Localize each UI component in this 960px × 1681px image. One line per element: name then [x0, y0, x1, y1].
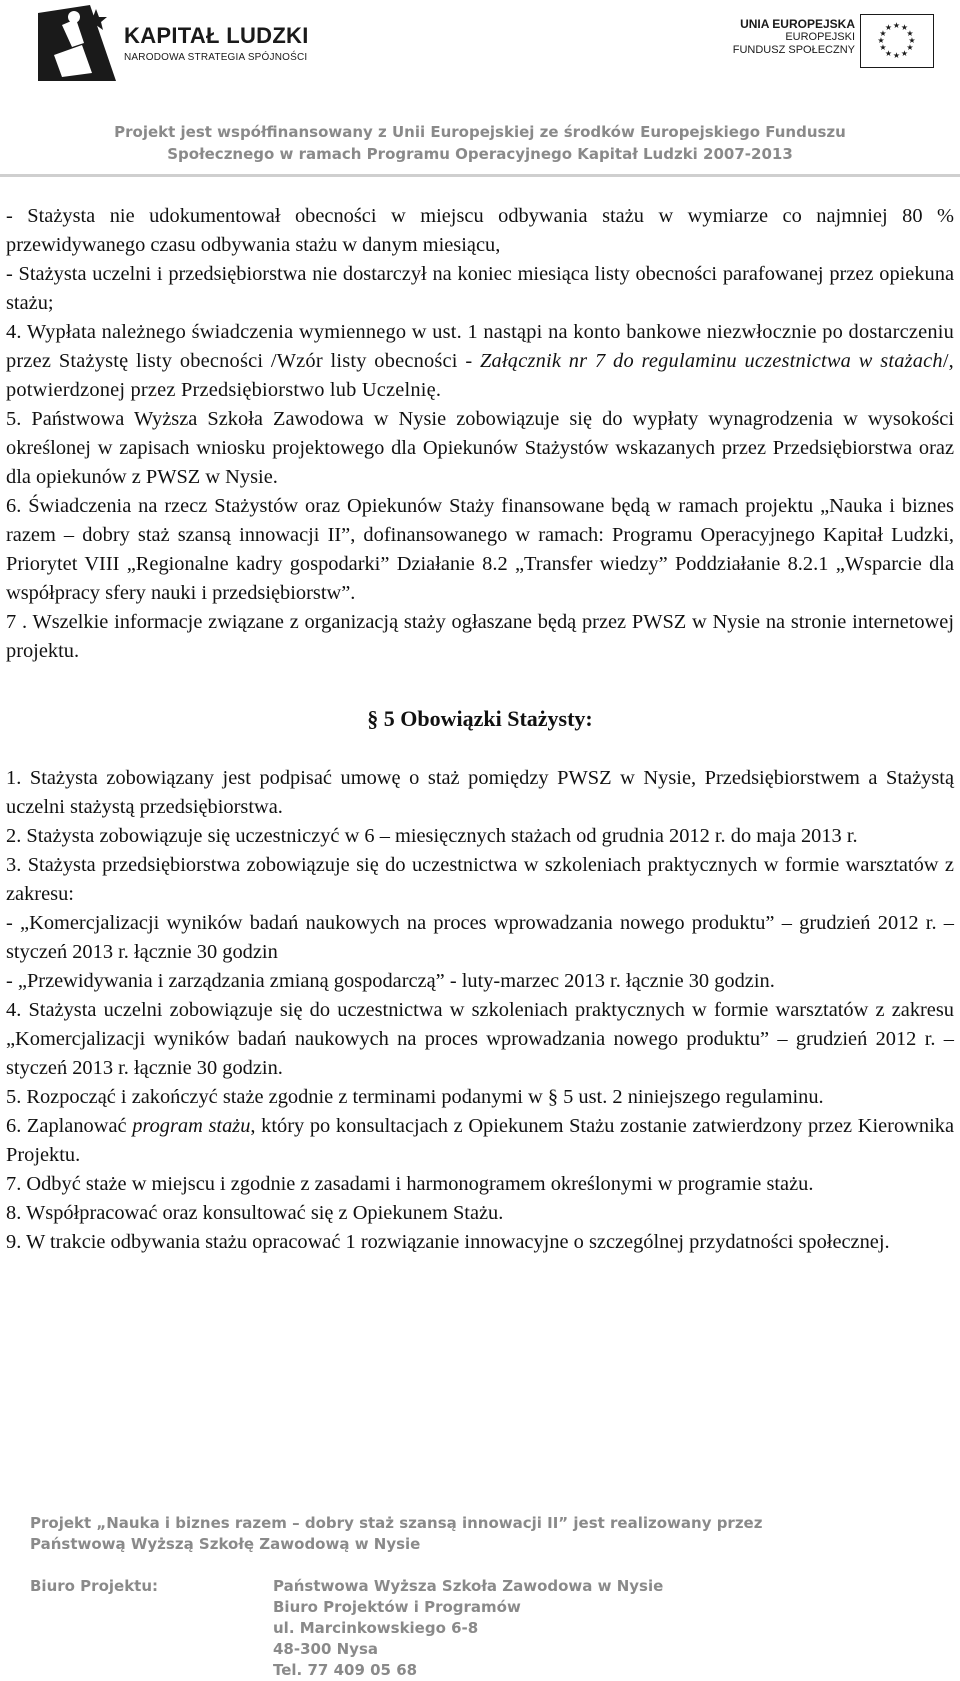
duty-item-9: 9. W trakcie odbywania stażu opracować 1 rozwiązanie innowacyjne o szczególnej przydatności społecznej.	[6, 1231, 890, 1253]
ue-logo-text	[733, 18, 855, 57]
footer-project-office	[30, 1576, 940, 1681]
footer-project-line2: Państwową Wyższą Szkołę Zawodową w Nysie	[30, 1535, 421, 1553]
svg-text:★: ★	[879, 43, 887, 52]
kapital-ludzki-logo	[32, 3, 309, 85]
ue-logo-line3: FUNDUSZ SPOŁECZNY	[732, 44, 855, 56]
footer-office-line: ul. Marcinkowskiego 6-8	[273, 1619, 479, 1637]
page-header	[0, 0, 960, 178]
paragraph-attendance-condition: - Stażysta nie udokumentował obecności w miejscu odbywania stażu w wymiarze co najmniej 80 % przewidywanego czasu odbywania stażu w danym miesiącu,	[6, 205, 954, 256]
duty-item-8: 8. Współpracować oraz konsultować się z Opiekunem Stażu.	[6, 1202, 504, 1224]
duty-item-4: 4. Stażysta uczelni zobowiązuje się do uczestnictwa w szkoleniach praktycznych w formie warsztatów z zakresu „Komercjalizacji wyników badań naukowych na proces wprowadzania nowego produktu” – grudzień 2012 r. – styczeń 2013 r. łącznie 30 godzin.	[6, 999, 954, 1079]
document-body	[6, 202, 954, 1257]
duty-6-text-a: 6. Zaplanować	[6, 1115, 133, 1137]
unia-europejska-logo	[732, 14, 935, 76]
svg-text:★: ★	[892, 51, 901, 60]
duty-item-6	[6, 1112, 954, 1170]
duty-item-3-workshop-b: - „Przewidywania i zarządzania zmianą gospodarczą” - luty-marzec 2013 r. łącznie 30 godzin.	[6, 970, 775, 992]
svg-text:★: ★	[906, 29, 914, 38]
kapital-ludzki-subtitle: NARODOWA STRATEGIA SPÓJNOŚCI	[124, 52, 308, 63]
svg-text:★: ★	[892, 21, 901, 30]
paragraph-point-4	[6, 318, 954, 405]
duty-item-3: 3. Stażysta przedsiębiorstwa zobowiązuje się do uczestnictwa w szkoleniach praktycznych w formie warsztatów z zakresu:	[6, 854, 954, 905]
svg-text:★: ★	[879, 29, 887, 38]
page-footer	[30, 1513, 940, 1681]
duty-item-5: 5. Rozpocząć i zakończyć staże zgodnie z terminami podanymi w § 5 ust. 2 niniejszego regulaminu.	[6, 1086, 824, 1108]
duty-item-3-workshop-a: - „Komercjalizacji wyników badań naukowych na proces wprowadzania nowego produktu” – grudzień 2012 r. – styczeń 2013 r. łącznie 30 godzin	[6, 912, 954, 963]
duty-item-1: 1. Stażysta zobowiązany jest podpisać umowę o staż pomiędzy PWSZ w Nysie, Przedsiębiorstwem a Stażystą uczelni stażystą przedsiębiorstwa.	[6, 767, 954, 818]
point-4-text-b: /, potwierdzonej przez Przedsiębiorstwo lub Uczelnię.	[6, 350, 954, 401]
point-4-text-a: 4. Wypłata należnego świadczenia wymiennego w ust. 1 nastąpi na konto bankowe niezwłocznie po dostarczeniu przez Stażystę listy obecności /Wzór listy obecności -	[6, 321, 954, 372]
svg-text:★: ★	[908, 36, 916, 45]
footer-office-phone: Tel. 77 409 05 68	[273, 1661, 418, 1679]
ue-logo-line2: EUROPEJSKI	[785, 31, 855, 43]
header-divider	[0, 174, 960, 177]
footer-office-line: Biuro Projektów i Programów	[273, 1598, 521, 1616]
footer-office-line: Państwowa Wyższa Szkoła Zawodowa w Nysie	[273, 1577, 664, 1595]
footer-office-line: 48-300 Nysa	[273, 1640, 379, 1658]
svg-text:★: ★	[906, 43, 914, 52]
cofinancing-tagline-2: Społecznego w ramach Programu Operacyjnego Kapitał Ludzki 2007-2013	[167, 145, 793, 163]
svg-text:★: ★	[900, 23, 909, 32]
svg-text:★: ★	[884, 23, 893, 32]
svg-text:★: ★	[900, 49, 909, 58]
cofinancing-tagline-1: Projekt jest współfinansowany z Unii Europejskiej ze środków Europejskiego Funduszu	[114, 123, 846, 141]
paragraph-point-7: 7 . Wszelkie informacje związane z organizacją staży ogłaszane będą przez PWSZ w Nysie na stronie internetowej projektu.	[6, 611, 954, 662]
ue-logo-line1: UNIA EUROPEJSKA	[740, 17, 855, 31]
paragraph-attendance-list-condition: - Stażysta uczelni i przedsiębiorstwa nie dostarczył na koniec miesiąca listy obecności parafowanej przez opiekuna stażu;	[6, 263, 954, 314]
paragraph-point-5: 5. Państwowa Wyższa Szkoła Zawodowa w Nysie zobowiązuje się do wypłaty wynagrodzenia w wysokości określonej w zapisach wniosku projektowego dla Opiekunów Stażystów wskazanych przez Przedsiębiorstwa oraz dla opiekunów z PWSZ w Nysie.	[6, 408, 954, 488]
duty-item-7: 7. Odbyć staże w miejscu i zgodnie z zasadami i harmonogramem określonymi w programie stażu.	[6, 1173, 814, 1195]
footer-office-label: Biuro Projektu:	[30, 1577, 159, 1595]
kapital-ludzki-title: KAPITAŁ LUDZKI	[124, 23, 309, 48]
point-4-attachment-reference: Załącznik nr 7 do regulaminu uczestnictwa w stażach	[480, 350, 943, 372]
section-title: § 5 Obowiązki Stażysty:	[367, 706, 593, 731]
duty-item-2: 2. Stażysta zobowiązuje się uczestniczyć w 6 – miesięcznych stażach od grudnia 2012 r. do maja 2013 r.	[6, 825, 858, 847]
footer-office-address	[273, 1576, 663, 1681]
duty-6-program-term: program stażu	[132, 1115, 251, 1137]
svg-text:★: ★	[884, 49, 893, 58]
paragraph-point-6: 6. Świadczenia na rzecz Stażystów oraz Opiekunów Staży finansowane będą w ramach projektu „Nauka i biznes razem – dobry staż szansą innowacji II”, dofinansowanego w ramach: Programu Operacyjnego Kapitał Ludzki, Priorytet VIII „Regionalne kadry gospodarki” Działanie 8.2 „Transfer wiedzy” Poddziałanie 8.2.1 „Wsparcie dla współpracy sfery nauki i przedsiębiorstw”.	[6, 495, 954, 604]
footer-project-line1: Projekt „Nauka i biznes razem – dobry staż szansą innowacji II” jest realizowany przez	[30, 1514, 763, 1532]
duty-6-text-b: , który po konsultacjach z Opiekunem Stażu zostanie zatwierdzony przez Kierownika Projektu.	[6, 1115, 954, 1166]
kapital-ludzki-emblem-icon	[32, 3, 122, 85]
svg-text:★: ★	[877, 36, 885, 45]
footer-project-info	[30, 1513, 940, 1555]
eu-flag-icon	[860, 14, 934, 68]
